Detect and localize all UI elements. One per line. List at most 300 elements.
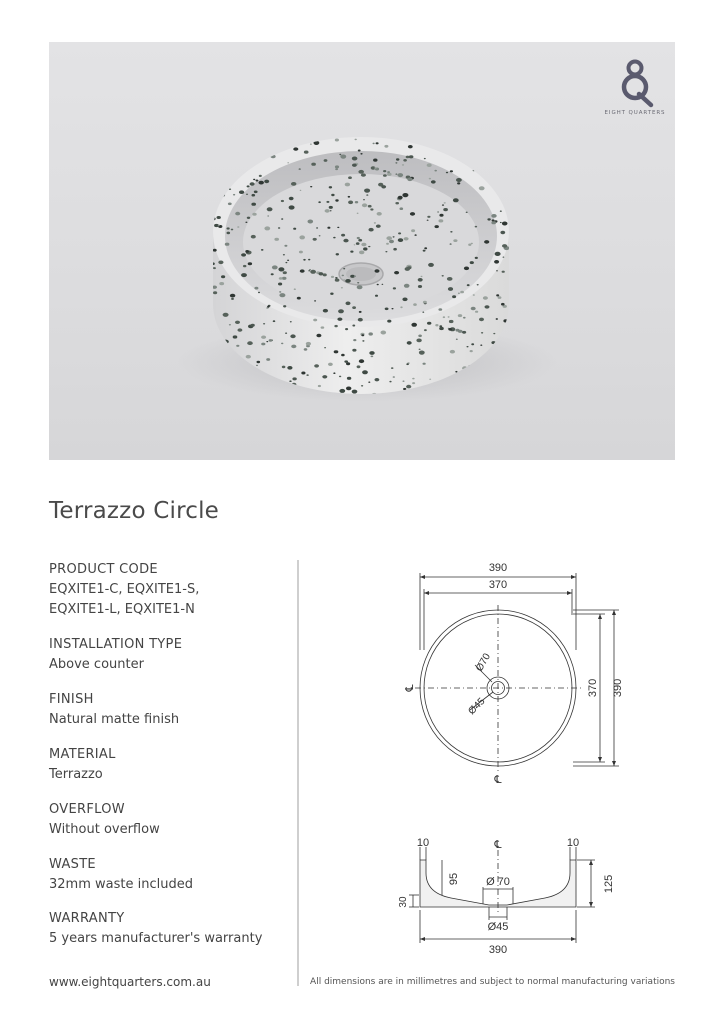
dimension-drawing bbox=[395, 555, 635, 965]
terrazzo-speckle bbox=[502, 244, 507, 248]
terrazzo-speckle bbox=[352, 157, 358, 161]
terrazzo-speckle bbox=[428, 263, 434, 267]
terrazzo-speckle bbox=[229, 188, 231, 190]
terrazzo-speckle bbox=[339, 376, 341, 378]
terrazzo-speckle bbox=[403, 381, 405, 382]
terrazzo-speckle bbox=[373, 143, 375, 145]
terrazzo-speckle bbox=[271, 273, 274, 275]
terrazzo-speckle bbox=[462, 331, 466, 334]
website-link[interactable]: www.eightquarters.com.au bbox=[49, 975, 211, 989]
terrazzo-speckle bbox=[363, 199, 365, 200]
terrazzo-speckle bbox=[448, 316, 450, 317]
terrazzo-speckle bbox=[400, 207, 404, 210]
spec-warranty bbox=[49, 909, 289, 949]
terrazzo-speckle bbox=[387, 320, 391, 323]
terrazzo-speckle bbox=[437, 211, 439, 212]
terrazzo-speckle bbox=[271, 155, 276, 159]
dim-rim-right: 10 bbox=[566, 837, 580, 849]
terrazzo-speckle bbox=[358, 170, 364, 174]
terrazzo-speckle bbox=[247, 217, 250, 219]
terrazzo-speckle bbox=[368, 205, 372, 208]
terrazzo-speckle bbox=[238, 328, 243, 331]
centerline-side: ℄ bbox=[494, 839, 502, 851]
terrazzo-speckle bbox=[480, 345, 482, 346]
terrazzo-speckle bbox=[213, 291, 217, 294]
terrazzo-speckle bbox=[211, 217, 216, 220]
terrazzo-speckle bbox=[222, 146, 228, 150]
terrazzo-speckle bbox=[419, 349, 421, 350]
terrazzo-speckle bbox=[387, 173, 392, 176]
terrazzo-speckle bbox=[229, 324, 231, 325]
terrazzo-speckle bbox=[500, 211, 502, 212]
terrazzo-speckle bbox=[361, 173, 366, 176]
terrazzo-speckle bbox=[345, 183, 350, 187]
terrazzo-speckle bbox=[252, 213, 256, 216]
terrazzo-speckle bbox=[329, 206, 333, 209]
terrazzo-speckle bbox=[456, 178, 462, 182]
spec-label: WARRANTY bbox=[49, 911, 125, 926]
terrazzo-speckle bbox=[213, 267, 216, 269]
terrazzo-speckle bbox=[396, 158, 399, 160]
terrazzo-speckle bbox=[393, 236, 395, 237]
terrazzo-speckle bbox=[492, 219, 495, 221]
terrazzo-speckle bbox=[374, 167, 376, 169]
terrazzo-speckle bbox=[475, 226, 478, 228]
terrazzo-speckle bbox=[479, 186, 485, 190]
spec-value: 32mm waste included bbox=[49, 877, 193, 892]
terrazzo-speckle bbox=[343, 239, 348, 243]
terrazzo-speckle bbox=[455, 371, 457, 373]
spec-value: Terrazzo bbox=[49, 767, 103, 782]
terrazzo-speckle bbox=[423, 250, 426, 252]
terrazzo-speckle bbox=[297, 297, 301, 300]
terrazzo-speckle bbox=[404, 284, 410, 288]
terrazzo-speckle bbox=[233, 335, 238, 338]
terrazzo-speckle bbox=[286, 262, 288, 263]
terrazzo-speckle bbox=[253, 179, 255, 180]
terrazzo-speckle bbox=[377, 212, 382, 216]
terrazzo-speckle bbox=[423, 301, 427, 304]
terrazzo-speckle bbox=[220, 193, 226, 197]
terrazzo-speckle bbox=[400, 306, 402, 308]
terrazzo-speckle bbox=[375, 269, 380, 272]
spec-label: INSTALLATION TYPE bbox=[49, 637, 183, 652]
terrazzo-speckle bbox=[443, 316, 445, 318]
terrazzo-speckle bbox=[376, 142, 379, 144]
terrazzo-speckle bbox=[300, 269, 305, 272]
terrazzo-speckle bbox=[352, 164, 357, 167]
terrazzo-speckle bbox=[266, 358, 270, 361]
terrazzo-speckle bbox=[274, 238, 279, 241]
terrazzo-speckle bbox=[477, 284, 479, 285]
terrazzo-speckle bbox=[316, 334, 321, 338]
terrazzo-speckle bbox=[237, 226, 239, 228]
terrazzo-speckle bbox=[503, 329, 509, 333]
terrazzo-speckle bbox=[218, 176, 223, 179]
terrazzo-speckle bbox=[218, 261, 223, 265]
terrazzo-speckle bbox=[470, 261, 474, 264]
terrazzo-speckle bbox=[392, 308, 394, 309]
terrazzo-speckle bbox=[324, 159, 328, 162]
terrazzo-speckle bbox=[491, 221, 496, 224]
terrazzo-speckle bbox=[383, 174, 387, 177]
dim-outer-width: 390 bbox=[488, 562, 508, 574]
terrazzo-speckle bbox=[333, 237, 335, 239]
terrazzo-speckle bbox=[419, 351, 425, 355]
brand-logo bbox=[595, 58, 675, 116]
terrazzo-speckle bbox=[502, 138, 504, 139]
terrazzo-speckle bbox=[299, 235, 305, 239]
terrazzo-speckle bbox=[293, 147, 298, 150]
terrazzo-speckle bbox=[364, 189, 370, 193]
terrazzo-speckle bbox=[412, 378, 414, 380]
terrazzo-speckle bbox=[395, 162, 397, 163]
terrazzo-speckle bbox=[406, 138, 408, 139]
terrazzo-speckle bbox=[341, 234, 345, 237]
terrazzo-speckle bbox=[350, 251, 353, 253]
terrazzo-speckle bbox=[341, 354, 345, 357]
terrazzo-speckle bbox=[352, 390, 358, 394]
terrazzo-speckle bbox=[485, 149, 489, 152]
terrazzo-speckle bbox=[267, 306, 270, 308]
terrazzo-speckle bbox=[415, 234, 417, 236]
spec-value: Without overflow bbox=[49, 822, 160, 837]
terrazzo-speckle bbox=[396, 174, 398, 175]
terrazzo-speckle bbox=[225, 243, 230, 246]
terrazzo-speckle bbox=[292, 377, 296, 380]
terrazzo-speckle bbox=[279, 291, 281, 293]
terrazzo-speckle bbox=[325, 209, 330, 213]
terrazzo-speckle bbox=[361, 243, 366, 247]
terrazzo-speckle bbox=[335, 277, 338, 279]
terrazzo-speckle bbox=[421, 276, 423, 277]
terrazzo-speckle bbox=[290, 334, 295, 338]
terrazzo-speckle bbox=[368, 382, 370, 383]
terrazzo-speckle bbox=[488, 136, 491, 138]
terrazzo-speckle bbox=[221, 275, 225, 278]
terrazzo-speckle bbox=[361, 334, 364, 336]
spec-label: PRODUCT CODE bbox=[49, 562, 158, 577]
terrazzo-speckle bbox=[458, 293, 460, 294]
terrazzo-speckle bbox=[446, 172, 448, 174]
terrazzo-speckle bbox=[404, 237, 409, 240]
terrazzo-speckle bbox=[481, 332, 483, 334]
spec-value: EQXITE1-C, EQXITE1-S, bbox=[49, 582, 200, 597]
terrazzo-speckle bbox=[498, 176, 502, 179]
terrazzo-speckle bbox=[212, 332, 218, 336]
terrazzo-speckle bbox=[479, 318, 484, 322]
terrazzo-speckle bbox=[330, 293, 333, 295]
terrazzo-speckle bbox=[319, 235, 321, 236]
terrazzo-speckle bbox=[448, 287, 453, 291]
terrazzo-speckle bbox=[236, 345, 239, 347]
terrazzo-speckle bbox=[248, 262, 252, 265]
terrazzo-speckle bbox=[386, 236, 392, 240]
dim-side-waste-outer: Ø 70 bbox=[486, 876, 510, 888]
terrazzo-speckle bbox=[233, 194, 235, 196]
terrazzo-speckle bbox=[406, 363, 409, 365]
dim-outer-height: 390 bbox=[612, 678, 624, 698]
terrazzo-speckle bbox=[211, 262, 215, 265]
terrazzo-speckle bbox=[450, 170, 453, 172]
terrazzo-speckle bbox=[463, 317, 466, 319]
terrazzo-speckle bbox=[398, 232, 401, 234]
terrazzo-speckle bbox=[254, 287, 258, 290]
terrazzo-speckle bbox=[314, 364, 319, 367]
terrazzo-speckle bbox=[363, 247, 367, 250]
terrazzo-speckle bbox=[283, 271, 287, 274]
terrazzo-speckle bbox=[308, 259, 310, 261]
spec-material bbox=[49, 745, 289, 785]
terrazzo-speckle bbox=[389, 240, 394, 243]
terrazzo-speckle bbox=[287, 162, 289, 163]
terrazzo-speckle bbox=[352, 349, 356, 352]
terrazzo-speckle bbox=[331, 194, 334, 196]
terrazzo-speckle bbox=[357, 365, 361, 368]
product-title: Terrazzo Circle bbox=[49, 498, 220, 524]
terrazzo-speckle bbox=[375, 295, 378, 297]
terrazzo-speckle bbox=[321, 326, 325, 328]
terrazzo-speckle bbox=[362, 340, 364, 342]
terrazzo-speckle bbox=[442, 204, 444, 205]
dim-base: 30 bbox=[398, 896, 409, 908]
terrazzo-speckle bbox=[485, 305, 490, 308]
terrazzo-speckle bbox=[289, 380, 291, 382]
terrazzo-speckle bbox=[352, 325, 355, 327]
terrazzo-speckle bbox=[328, 363, 333, 366]
terrazzo-speckle bbox=[445, 139, 450, 142]
terrazzo-speckle bbox=[359, 251, 364, 255]
terrazzo-speckle bbox=[219, 282, 224, 285]
terrazzo-speckle bbox=[335, 165, 339, 168]
terrazzo-speckle bbox=[247, 341, 253, 345]
terrazzo-speckle bbox=[503, 319, 508, 322]
terrazzo-speckle bbox=[402, 298, 407, 302]
brand-name: EIGHT QUARTERS bbox=[604, 110, 666, 116]
terrazzo-speckle bbox=[261, 249, 264, 251]
terrazzo-speckle bbox=[330, 210, 332, 211]
terrazzo-speckle bbox=[343, 279, 345, 280]
terrazzo-speckle bbox=[387, 171, 390, 173]
terrazzo-speckle bbox=[231, 151, 234, 153]
terrazzo-speckle bbox=[241, 273, 247, 277]
terrazzo-speckle bbox=[473, 170, 475, 171]
terrazzo-speckle bbox=[494, 260, 499, 264]
terrazzo-speckle bbox=[353, 339, 356, 341]
terrazzo-speckle bbox=[418, 335, 422, 338]
terrazzo-speckle bbox=[403, 159, 407, 162]
terrazzo-speckle bbox=[287, 366, 292, 370]
terrazzo-speckle bbox=[358, 318, 363, 322]
spec-label: FINISH bbox=[49, 692, 94, 707]
terrazzo-speckle bbox=[258, 292, 260, 293]
terrazzo-speckle bbox=[256, 365, 258, 366]
terrazzo-speckle bbox=[498, 296, 502, 299]
terrazzo-speckle bbox=[262, 146, 264, 147]
terrazzo-speckle bbox=[272, 265, 278, 269]
centerline-bottom: ℄ bbox=[494, 774, 502, 786]
terrazzo-speckle bbox=[279, 293, 285, 297]
terrazzo-speckle bbox=[344, 360, 348, 362]
terrazzo-speckle bbox=[335, 139, 339, 142]
terrazzo-speckle bbox=[352, 306, 356, 309]
terrazzo-speckle bbox=[357, 282, 359, 283]
terrazzo-speckle bbox=[357, 213, 359, 214]
terrazzo-speckle bbox=[235, 212, 240, 216]
terrazzo-speckle bbox=[250, 182, 255, 186]
terrazzo-speckle bbox=[460, 291, 464, 294]
terrazzo-speckle bbox=[300, 190, 302, 191]
terrazzo-speckle bbox=[324, 347, 326, 348]
terrazzo-speckle bbox=[335, 168, 338, 170]
terrazzo-speckle bbox=[254, 191, 258, 194]
terrazzo-speckle bbox=[304, 348, 308, 351]
terrazzo-speckle bbox=[291, 345, 296, 349]
terrazzo-speckle bbox=[439, 219, 444, 222]
terrazzo-speckle bbox=[241, 253, 246, 256]
terrazzo-speckle bbox=[446, 142, 450, 145]
terrazzo-speckle bbox=[335, 279, 340, 282]
terrazzo-speckle bbox=[355, 201, 358, 203]
terrazzo-speckle bbox=[438, 308, 442, 311]
terrazzo-speckle bbox=[444, 202, 446, 203]
terrazzo-speckle bbox=[383, 170, 386, 172]
terrazzo-speckle bbox=[216, 200, 218, 201]
terrazzo-speckle bbox=[322, 375, 327, 378]
terrazzo-speckle bbox=[294, 288, 296, 290]
terrazzo-speckle bbox=[483, 296, 488, 300]
terrazzo-speckle bbox=[287, 260, 289, 261]
terrazzo-speckle bbox=[458, 330, 463, 333]
terrazzo-speckle bbox=[306, 342, 311, 346]
terrazzo-speckle bbox=[215, 144, 218, 146]
terrazzo-speckle bbox=[393, 287, 396, 289]
terrazzo-speckle bbox=[475, 257, 478, 259]
terrazzo-speckle bbox=[256, 145, 260, 148]
terrazzo-speckle bbox=[437, 142, 440, 144]
terrazzo-speckle bbox=[358, 239, 362, 242]
terrazzo-speckle bbox=[348, 196, 351, 198]
terrazzo-speckle bbox=[261, 343, 265, 346]
terrazzo-speckle bbox=[228, 203, 232, 206]
spec-finish bbox=[49, 690, 289, 730]
terrazzo-speckle bbox=[371, 356, 374, 358]
terrazzo-speckle bbox=[407, 178, 412, 182]
terrazzo-speckle bbox=[424, 247, 427, 249]
terrazzo-speckle bbox=[471, 243, 473, 244]
terrazzo-speckle bbox=[418, 285, 422, 288]
terrazzo-speckle bbox=[212, 390, 216, 393]
terrazzo-speckle bbox=[503, 257, 505, 258]
terrazzo-speckle bbox=[236, 174, 238, 176]
terrazzo-speckle bbox=[310, 186, 312, 187]
terrazzo-speckle bbox=[369, 332, 373, 335]
terrazzo-speckle bbox=[216, 185, 220, 188]
terrazzo-speckle bbox=[314, 300, 316, 301]
terrazzo-speckle bbox=[439, 327, 444, 330]
terrazzo-speckle bbox=[486, 153, 488, 154]
terrazzo-speckle bbox=[407, 341, 412, 345]
terrazzo-speckle bbox=[471, 307, 476, 311]
terrazzo-speckle bbox=[346, 387, 351, 391]
terrazzo-speckle bbox=[403, 388, 406, 390]
terrazzo-speckle bbox=[368, 246, 370, 247]
terrazzo-speckle bbox=[323, 309, 328, 313]
terrazzo-speckle bbox=[301, 372, 305, 375]
terrazzo-speckle bbox=[487, 218, 490, 220]
dim-waste-inner: Ø45 bbox=[466, 695, 488, 718]
terrazzo-speckle bbox=[214, 187, 216, 188]
terrazzo-speckle bbox=[382, 284, 384, 285]
terrazzo-speckle bbox=[213, 249, 217, 252]
terrazzo-speckle bbox=[227, 232, 231, 235]
terrazzo-speckle bbox=[231, 298, 234, 300]
terrazzo-speckle bbox=[377, 284, 379, 286]
terrazzo-basin-illustration bbox=[49, 42, 675, 460]
terrazzo-speckle bbox=[246, 194, 248, 195]
terrazzo-speckle bbox=[439, 325, 442, 327]
terrazzo-speckle bbox=[381, 331, 387, 335]
terrazzo-speckle bbox=[263, 323, 265, 324]
terrazzo-speckle bbox=[500, 231, 505, 234]
terrazzo-speckle bbox=[398, 196, 403, 200]
terrazzo-speckle bbox=[289, 197, 294, 200]
terrazzo-speckle bbox=[341, 287, 343, 288]
terrazzo-speckle bbox=[501, 303, 505, 306]
spec-waste bbox=[49, 855, 289, 895]
terrazzo-speckle bbox=[361, 385, 363, 387]
terrazzo-speckle bbox=[411, 323, 417, 327]
terrazzo-speckle bbox=[283, 305, 286, 307]
terrazzo-speckle bbox=[282, 366, 286, 369]
spec-installation-type bbox=[49, 635, 289, 675]
terrazzo-speckle bbox=[266, 341, 268, 342]
terrazzo-speckle bbox=[227, 227, 230, 229]
terrazzo-speckle bbox=[408, 145, 413, 148]
terrazzo-speckle bbox=[402, 164, 404, 166]
terrazzo-speckle bbox=[381, 185, 386, 188]
terrazzo-speckle bbox=[264, 180, 269, 184]
terrazzo-speckle bbox=[473, 148, 478, 151]
terrazzo-speckle bbox=[360, 153, 362, 155]
terrazzo-speckle bbox=[314, 141, 320, 145]
terrazzo-speckle bbox=[284, 245, 287, 247]
terrazzo-speckle bbox=[290, 321, 292, 322]
terrazzo-speckle bbox=[424, 329, 427, 331]
terrazzo-speckle bbox=[281, 218, 283, 220]
terrazzo-speckle bbox=[453, 239, 457, 242]
terrazzo-speckle bbox=[424, 158, 426, 159]
terrazzo-speckle bbox=[289, 205, 295, 209]
terrazzo-speckle bbox=[374, 222, 376, 224]
terrazzo-speckle bbox=[398, 173, 404, 177]
terrazzo-speckle bbox=[337, 227, 339, 228]
eight-quarters-logo-icon bbox=[615, 58, 655, 108]
terrazzo-speckle bbox=[357, 285, 363, 289]
terrazzo-speckle bbox=[281, 343, 283, 345]
terrazzo-speckle bbox=[336, 253, 339, 255]
terrazzo-speckle bbox=[343, 268, 345, 269]
terrazzo-speckle bbox=[385, 251, 387, 252]
terrazzo-speckle bbox=[434, 170, 437, 172]
terrazzo-speckle bbox=[369, 228, 374, 232]
terrazzo-speckle bbox=[339, 389, 345, 393]
terrazzo-speckle bbox=[427, 220, 429, 221]
terrazzo-speckle bbox=[395, 202, 399, 204]
terrazzo-speckle bbox=[412, 382, 415, 384]
terrazzo-speckle bbox=[386, 243, 389, 245]
terrazzo-speckle bbox=[311, 163, 316, 166]
